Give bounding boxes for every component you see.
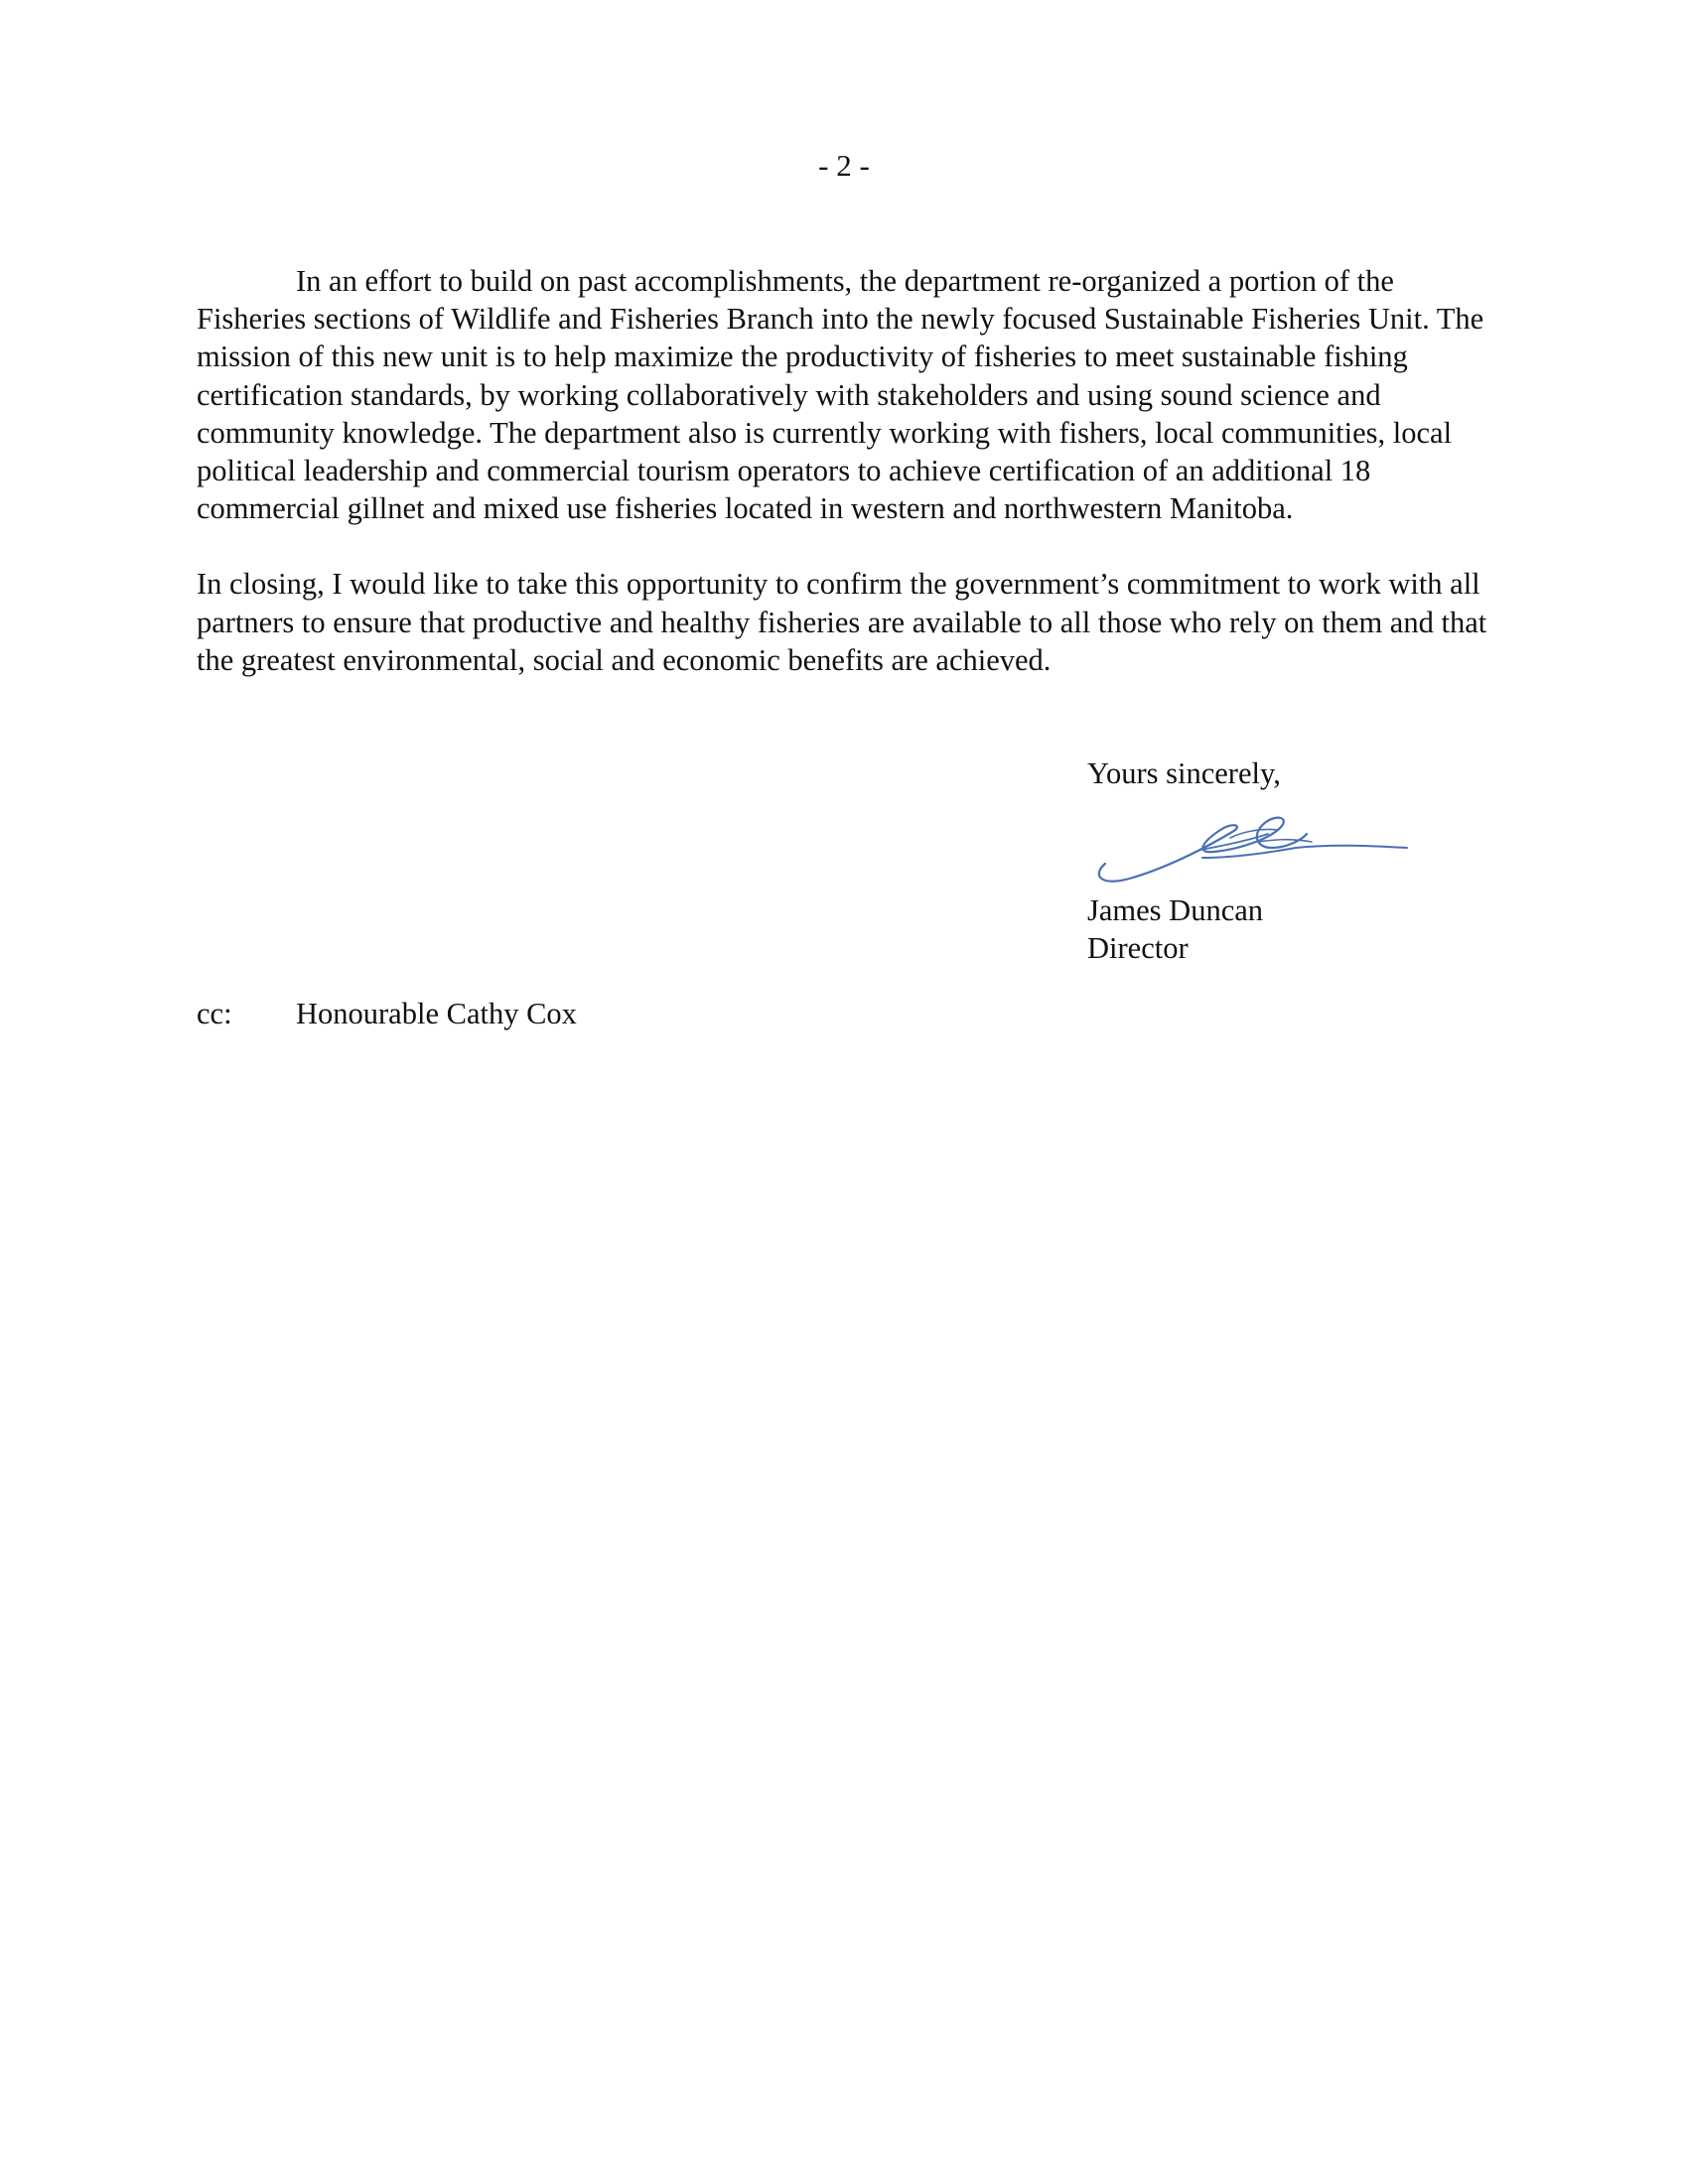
signatory-name: James Duncan xyxy=(1087,893,1264,928)
cc-line xyxy=(197,995,577,1032)
cc-label: cc: xyxy=(197,997,232,1030)
closing-block xyxy=(1087,754,1504,968)
signatory-title: Director xyxy=(1087,931,1189,966)
handwritten-signature xyxy=(1083,798,1411,889)
body-paragraph-2: In closing, I would like to take this opportunity to confirm the government’s commitment to work with all partners to ensure that productive and healthy fisheries are available to all those who rely on them and that the greatest environmental, social and economic benefits are achieved. xyxy=(197,567,1487,677)
page-number: - 2 - xyxy=(818,148,870,183)
body-paragraph-1: In an effort to build on past accomplishments, the department re-organized a portion of the Fisheries sections of Wildlife and Fisheries Branch into the newly focused Sustainable Fisheries Unit. The mission of this new unit is to help maximize the productivity of fisheries to meet sustainable fishing certification standards, by working collaboratively with stakeholders and using sound science and community knowledge. The department also is currently working with fishers, local communities, local political leadership and commercial tourism operators to achieve certification of an additional 18 commercial gillnet and mixed use fisheries located in western and northwestern Manitoba. xyxy=(197,264,1484,526)
cc-recipient: Honourable Cathy Cox xyxy=(296,997,577,1030)
letter-body xyxy=(197,262,1497,679)
closing-salutation: Yours sincerely, xyxy=(1087,756,1281,790)
